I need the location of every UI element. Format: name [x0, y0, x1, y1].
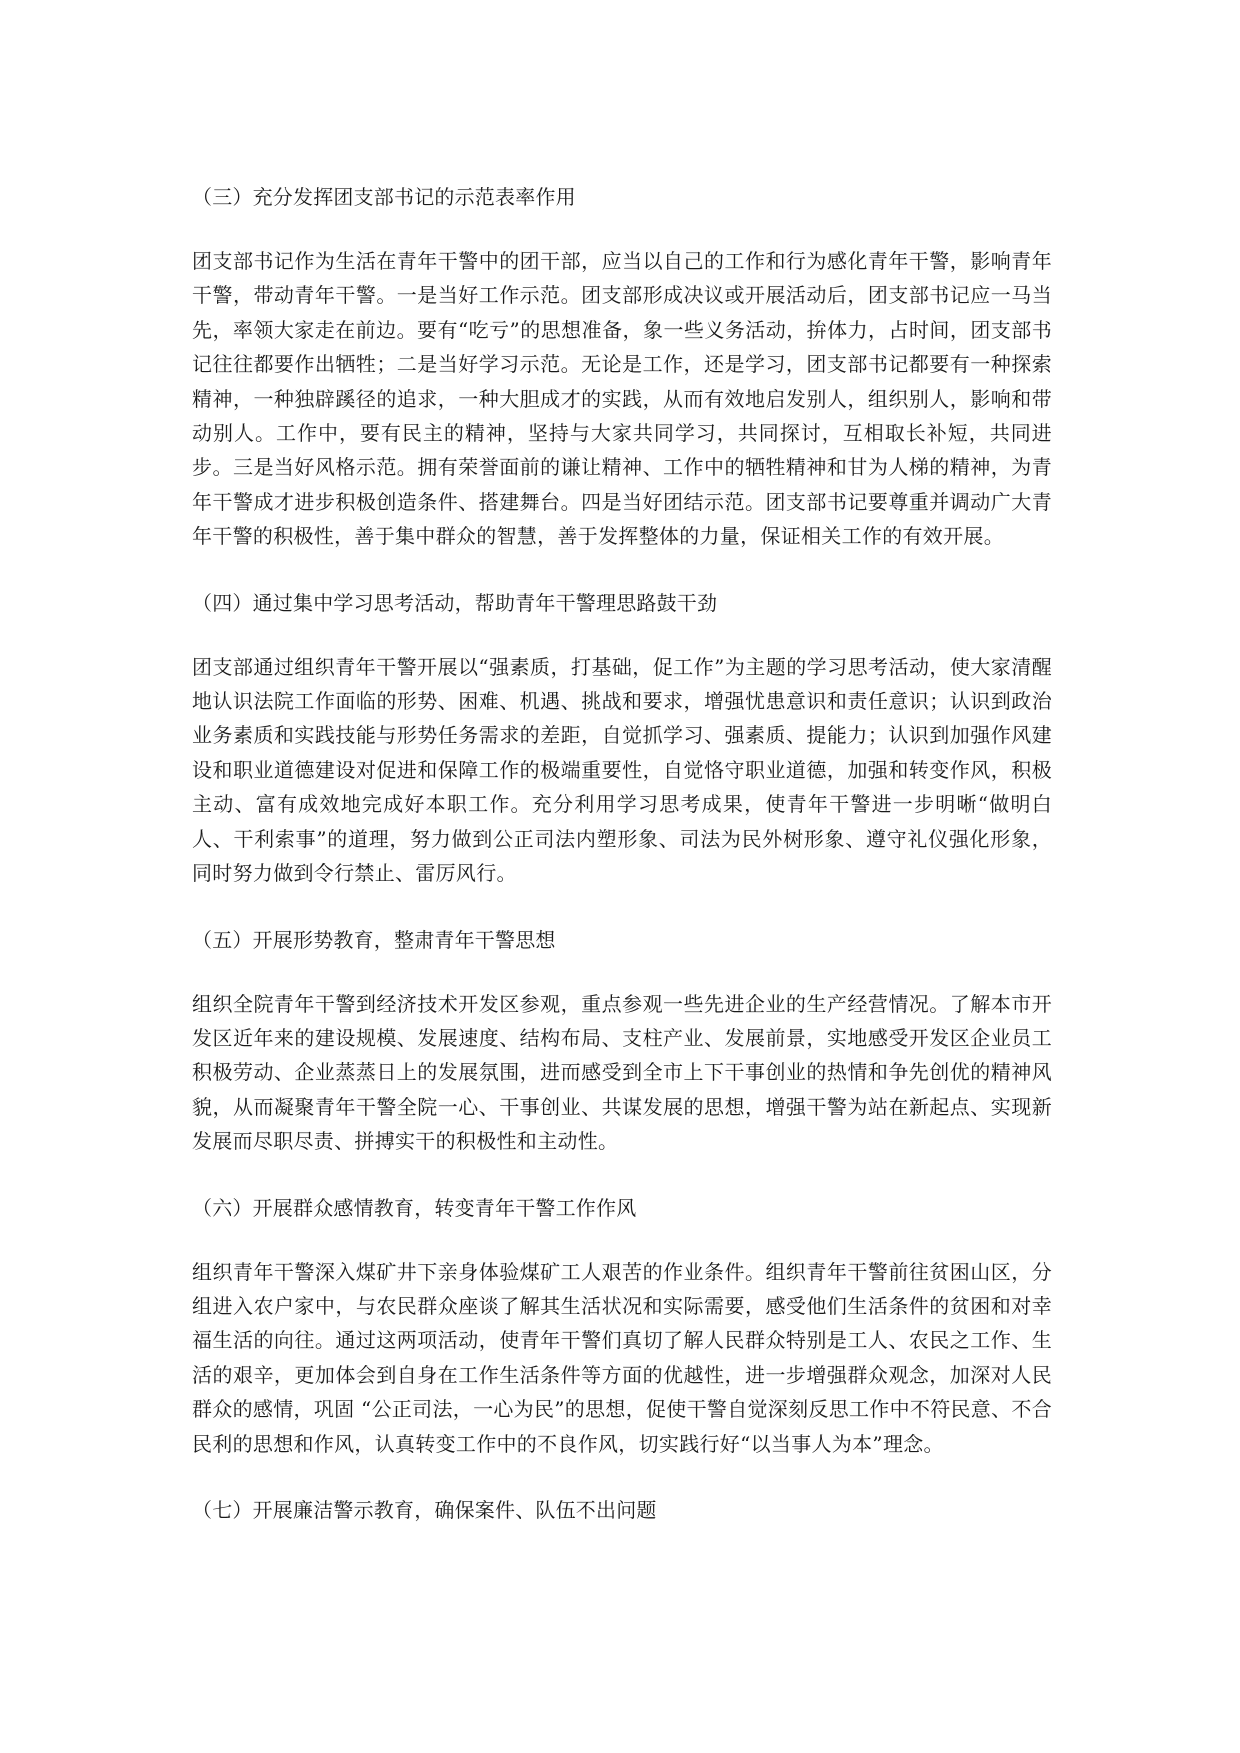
section-heading-3: （三）充分发挥团支部书记的示范表率作用	[192, 185, 576, 209]
section-body-4: 团支部通过组织青年干警开展以“强素质，打基础，促工作”为主题的学习思考活动，使大家清醒地认识法院工作面临的形势、困难、机遇、挑战和要求，增强忧患意识和责任意识；认识到政治业务素质和实践技能与形势任务需求的差距，自觉抓学习、强素质、提能力；认识到加强作风建设和职业道德建设对促进和保障工作的极端重要性，自觉恪守职业道德，加强和转变作风，积极主动、富有成效地完成好本职工作。充分利用学习思考成果，使青年干警进一步明晰“做明白人、干利索事”的道理，努力做到公正司法内塑形象、司法为民外树形象、遵守礼仪强化形象，同时努力做到令行禁止、雷厉风行。	[192, 654, 1052, 886]
section-heading-6: （六）开展群众感情教育，转变青年干警工作作风	[192, 1195, 637, 1220]
section-body-3: 团支部书记作为生活在青年干警中的团干部，应当以自己的工作和行为感化青年干警，影响青年干警，带动青年干警。一是当好工作示范。团支部形成决议或开展活动后，团支部书记应一马当先，率领大家走在前边。要有“吃亏”的思想准备，象一些义务活动，拚体力，占时间，团支部书记往往都要作出牺牲；二是当好学习示范。无论是工作，还是学习，团支部书记都要有一种探索精神，一种独辟蹊径的追求，一种大胆成才的实践，从而有效地启发别人，组织别人，影响和带动别人。工作中，要有民主的精神，坚持与大家共同学习，共同探讨，互相取长补短，共同进步。三是当好风格示范。拥有荣誉面前的谦让精神、工作中的牺牲精神和甘为人梯的精神，为青年干警成才进步积极创造条件、搭建舞台。四是当好团结示范。团支部书记要尊重并调动广大青年干警的积极性，善于集中群众的智慧，善于发挥整体的力量，保证相关工作的有效开展。	[192, 249, 1052, 549]
document-page	[192, 180, 1052, 1527]
section-body-5: 组织全院青年干警到经济技术开发区参观，重点参观一些先进企业的生产经营情况。了解本市开发区近年来的建设规模、发展速度、结构布局、支柱产业、发展前景，实地感受开发区企业员工积极劳动、企业蒸蒸日上的发展氛围，进而感受到全市上下干事创业的热情和争先创优的精神风貌，从而凝聚青年干警全院一心、干事创业、共谋发展的思想，增强干警为站在新起点、实现新发展而尽职尽责、拼搏实干的积极性和主动性。	[192, 991, 1052, 1154]
section-heading-5: （五）开展形势教育，整肃青年干警思想	[192, 927, 556, 952]
section-body-6: 组织青年干警深入煤矿井下亲身体验煤矿工人艰苦的作业条件。组织青年干警前往贫困山区，分组进入农户家中，与农民群众座谈了解其生活状况和实际需要，感受他们生活条件的贫困和对幸福生活的向往。通过这两项活动，使青年干警们真切了解人民群众特别是工人、农民之工作、生活的艰辛，更加体会到自身在工作生活条件等方面的优越性，进一步增强群众观念，加深对人民群众的感情，巩固 “公正司法，一心为民”的思想，促使干警自觉深刻反思工作中不符民意、不合民利的思想和作风，认真转变工作中的不良作风，切实践行好“以当事人为本”理念。	[192, 1259, 1053, 1456]
section-heading-4: （四）通过集中学习思考活动，帮助青年干警理思路鼓干劲	[192, 590, 718, 615]
section-heading-7: （七）开展廉洁警示教育，确保案件、队伍不出问题	[192, 1497, 657, 1522]
